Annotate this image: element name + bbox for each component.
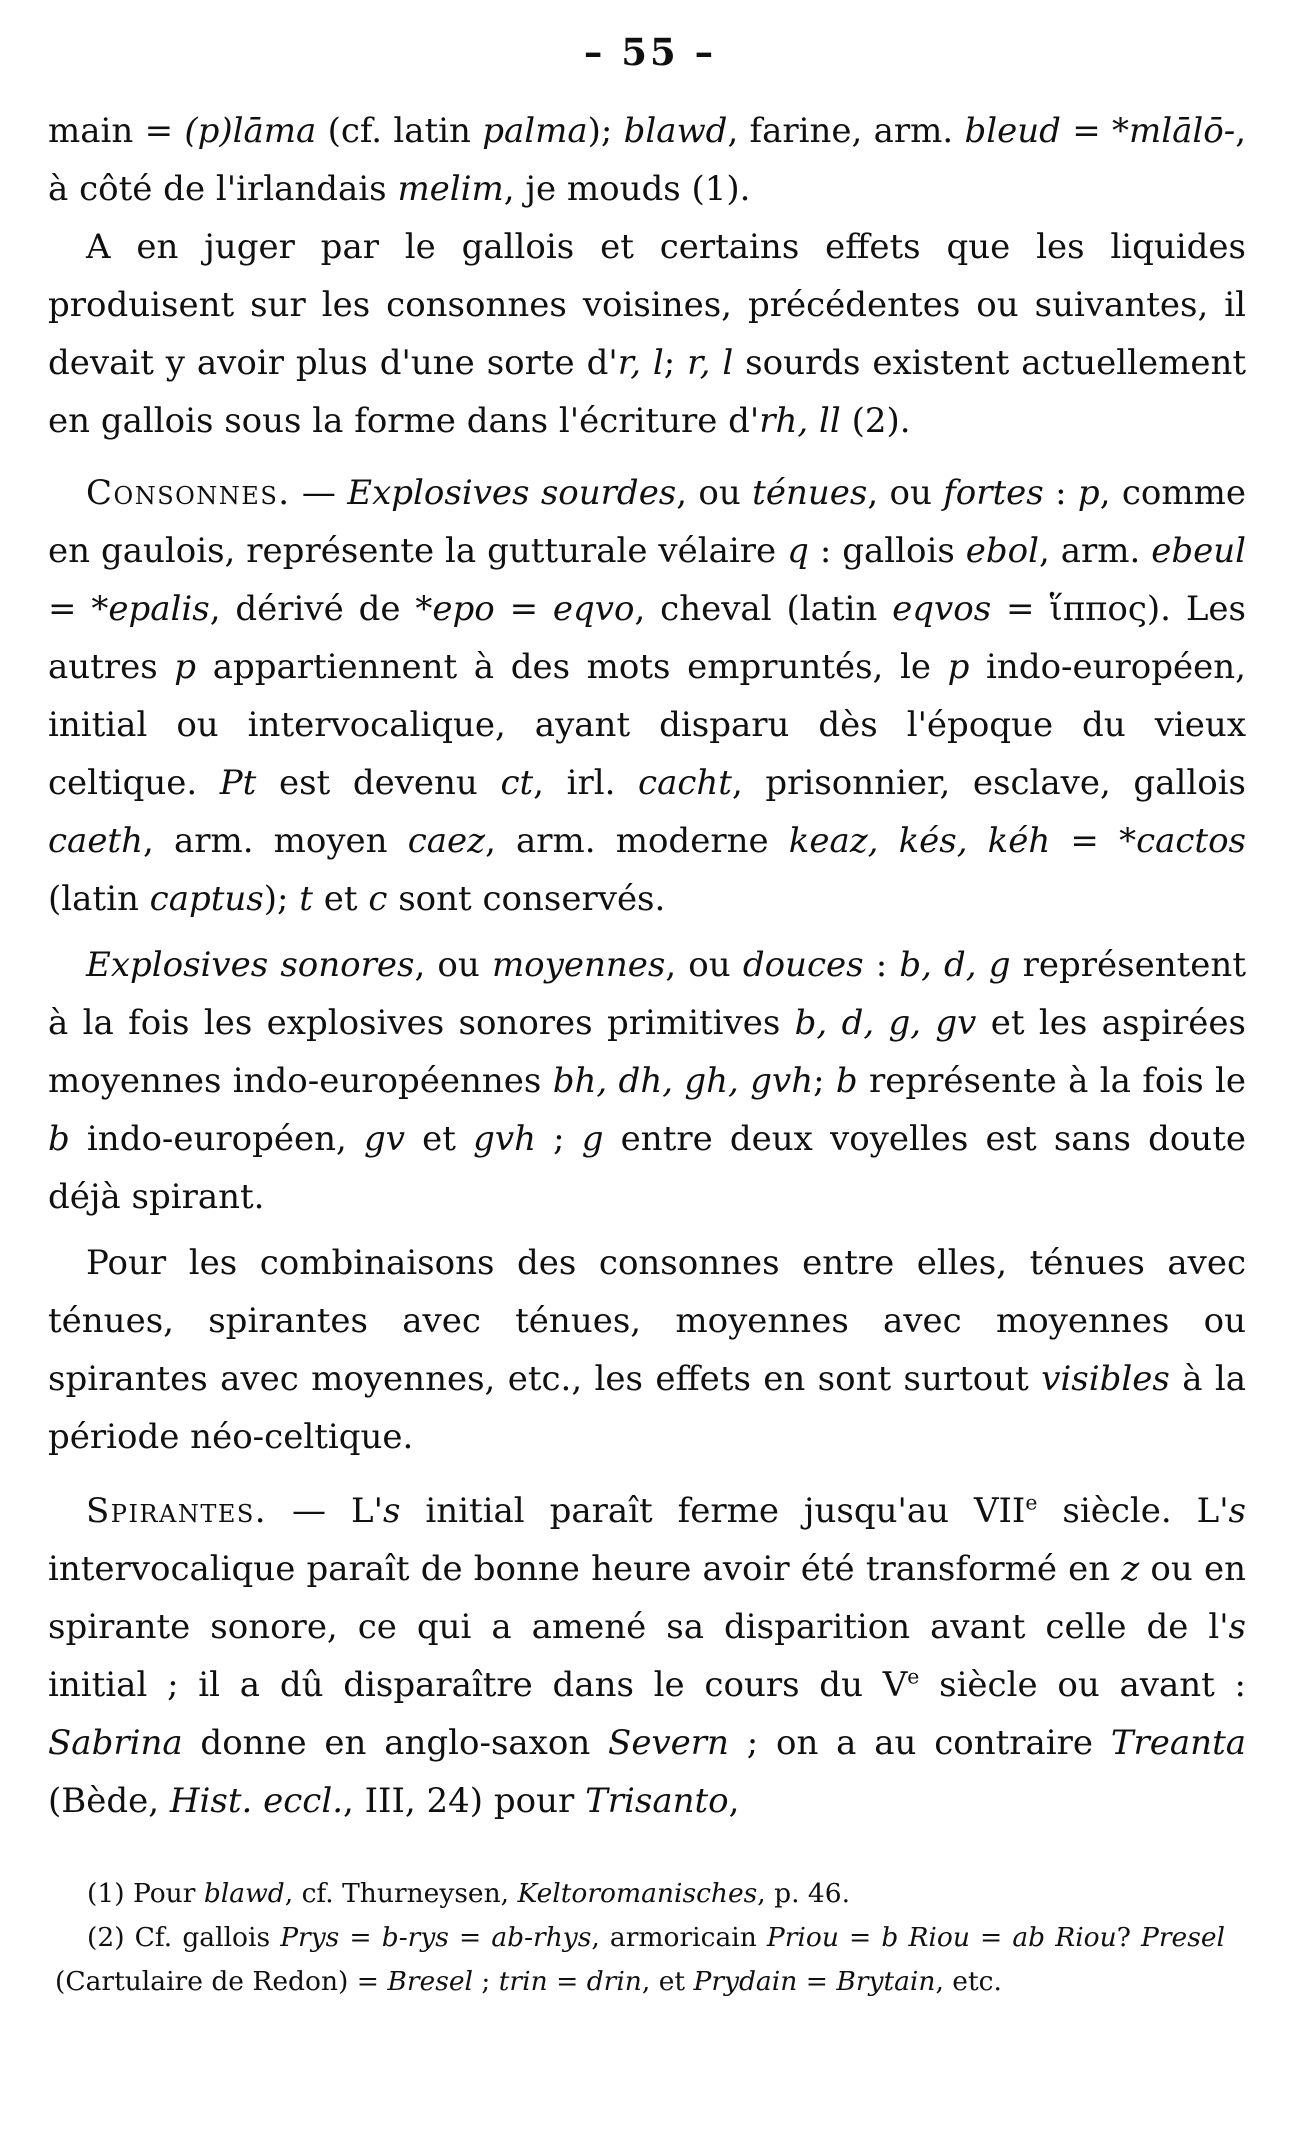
text-run: ab Riou <box>1012 1922 1117 1953</box>
text-run: Trisanto <box>585 1781 729 1821</box>
text-run: ebol <box>965 531 1039 571</box>
text-run: Pour les combinaisons des consonnes entre elles, ténues avec ténues, spirantes avec ténues, moyennes avec moyennes ou spirantes avec moyennes, etc., les effets en sont surtout <box>48 1243 1246 1399</box>
text-run: gvh <box>473 1119 536 1159</box>
text-run: = <box>797 1966 837 1997</box>
text-run: (Bède, <box>48 1781 170 1821</box>
text-run: t <box>299 879 313 919</box>
text-run: (1) Pour <box>87 1878 204 1909</box>
text-run: représente à la fois le <box>857 1061 1247 1101</box>
text-run: siècle ou avant : <box>919 1665 1246 1705</box>
paragraph <box>48 464 1246 928</box>
text-run: captus <box>149 879 264 919</box>
text-run: b, d, g, gv <box>794 1003 977 1043</box>
text-run: douces <box>742 945 864 985</box>
text-run: Priou <box>766 1922 839 1953</box>
text-run: Explosives sonores <box>86 945 415 985</box>
text-run: ); <box>263 879 300 919</box>
text-run: = <box>494 589 553 629</box>
text-run: blawd <box>623 111 728 151</box>
text-run: = <box>339 1922 382 1953</box>
text-run: = <box>48 589 92 629</box>
text-run: ; <box>535 1119 582 1159</box>
text-run: = <box>838 1922 882 1953</box>
text-run: ténues <box>752 473 868 513</box>
text-run: blawd <box>203 1878 285 1909</box>
text-run: caeth <box>48 821 143 861</box>
text-run: Severn <box>608 1723 729 1763</box>
text-run: Spirantes. <box>86 1491 268 1531</box>
text-run: , farine, arm. <box>727 111 965 151</box>
text-run: (Cartulaire de Redon) = <box>55 1966 388 1997</box>
text-run: (2). <box>840 401 911 441</box>
text-run: p <box>174 647 197 687</box>
text-run: s <box>382 1491 401 1531</box>
text-run: moyennes <box>491 945 666 985</box>
text-run: , armoricain <box>591 1922 767 1953</box>
text-run: siècle. L' <box>1037 1491 1229 1531</box>
text-run: A en juger par le gallois et certains effets que les liquides produisent sur les consonnes voisines, précédentes ou suivantes, il devait y avoir plus d'une sorte d' <box>48 227 1246 383</box>
body-text <box>48 102 1246 1830</box>
text-run: et les aspirées moyennes indo-européennes <box>48 1003 1246 1101</box>
text-run: s <box>1228 1607 1246 1647</box>
text-run: e <box>1025 1490 1038 1515</box>
text-run: ? <box>1116 1922 1142 1953</box>
text-run: indo-européen, <box>69 1119 365 1159</box>
text-run: , irl. <box>533 763 639 803</box>
text-run: ct <box>500 763 534 803</box>
paragraph <box>48 218 1246 450</box>
text-run: p <box>947 647 970 687</box>
text-run: initial paraît ferme jusqu'au VII <box>400 1491 1026 1531</box>
text-run: bh, dh, gh, gvh <box>552 1061 814 1101</box>
text-run: b <box>48 1119 70 1159</box>
text-run: Prys <box>280 1922 340 1953</box>
text-run: ab-rhys <box>491 1922 592 1953</box>
text-run: , ou <box>414 945 492 985</box>
paragraph <box>48 1234 1246 1466</box>
text-run: ); <box>587 111 624 151</box>
text-run: Prydain <box>693 1966 798 1997</box>
text-run: = <box>969 1922 1013 1953</box>
text-run: intervocalique paraît de bonne heure avoir été transformé en <box>48 1549 1122 1589</box>
text-run: r, l <box>617 343 664 383</box>
text-run: melim <box>397 169 504 209</box>
page-number: – 55 – <box>583 30 717 74</box>
text-run: drin <box>586 1966 642 1997</box>
text-run: visibles <box>1041 1359 1170 1399</box>
text-run: b <box>835 1061 858 1101</box>
text-run: , je mouds (1). <box>503 169 751 209</box>
text-run: Explosives sourdes <box>347 473 677 513</box>
text-run: = <box>1050 821 1120 861</box>
text-run: gv <box>364 1119 406 1159</box>
text-run: donne en anglo-saxon <box>182 1723 609 1763</box>
paragraph <box>55 1916 1225 2004</box>
text-run: , arm. moderne <box>485 821 789 861</box>
text-run: (latin <box>48 879 150 919</box>
text-run: rh, ll <box>759 401 841 441</box>
text-run: (cf. latin <box>316 111 483 151</box>
text-run: , p. 46. <box>757 1878 851 1909</box>
text-run: indo-européen, initial ou intervocalique, ayant disparu dès l'époque du vieux celtique. <box>48 647 1246 803</box>
text-run: caez <box>407 821 486 861</box>
text-run: ; <box>813 1061 836 1101</box>
text-run: *cactos <box>1119 821 1246 861</box>
text-run: b, d, g <box>899 945 1011 985</box>
text-run: : <box>863 945 900 985</box>
text-run: main = <box>48 111 185 151</box>
text-run: , III, 24) pour <box>343 1781 586 1821</box>
text-run: (2) Cf. gallois <box>87 1922 281 1953</box>
text-run: Consonnes. <box>86 473 291 513</box>
text-run: ebeul <box>1151 531 1247 571</box>
text-run: ; on a au contraire <box>728 1723 1111 1763</box>
text-run: à la période néo-celtique. <box>48 1359 1247 1457</box>
text-run: bleud <box>964 111 1061 151</box>
text-run: entre deux voyelles est sans doute déjà spirant. <box>48 1119 1246 1217</box>
paragraph <box>48 1482 1246 1830</box>
text-run: eqvo <box>552 589 635 629</box>
text-run: Pt <box>219 763 257 803</box>
paragraph <box>48 102 1246 218</box>
text-run: trin <box>498 1966 548 1997</box>
text-run: z <box>1121 1549 1140 1589</box>
text-run: Sabrina <box>48 1723 183 1763</box>
text-run: p <box>1077 473 1100 513</box>
text-run: palma <box>482 111 588 151</box>
text-run: est devenu <box>256 763 501 803</box>
text-run: : gallois <box>808 531 966 571</box>
text-run: s <box>1228 1491 1246 1531</box>
text-run: , ou <box>665 945 743 985</box>
text-run: — L' <box>267 1491 383 1531</box>
text-run: g <box>581 1119 604 1159</box>
text-run: ; <box>663 343 688 383</box>
text-run: , arm. <box>1038 531 1152 571</box>
text-run: ou en spirante sonore, ce qui a amené sa disparition avant celle de l' <box>48 1549 1246 1647</box>
text-run: (p)lāma <box>184 111 317 151</box>
text-run: : <box>1043 473 1078 513</box>
text-run: initial ; il a dû disparaître dans le cours du V <box>48 1665 908 1705</box>
text-run: , ou <box>867 473 944 513</box>
text-run: , arm. moyen <box>143 821 408 861</box>
text-run: e <box>907 1664 920 1689</box>
text-run: ; <box>473 1966 499 1997</box>
text-run: , cf. Thurneysen, <box>284 1878 518 1909</box>
text-run: , comme en gaulois, représente la gutturale vélaire <box>48 473 1246 571</box>
text-run: r, l <box>687 343 734 383</box>
text-run: fortes <box>943 473 1044 513</box>
text-run: , dérivé de <box>209 589 416 629</box>
text-run: b Riou <box>881 1922 970 1953</box>
text-run: Hist. eccl. <box>169 1781 344 1821</box>
text-run: appartiennent à des mots empruntés, le <box>196 647 948 687</box>
text-run: sourds existent actuellement en gallois sous la forme dans l'écriture d' <box>48 343 1247 441</box>
text-run: b-rys <box>381 1922 449 1953</box>
text-run: *epalis <box>91 589 210 629</box>
text-run: c <box>368 879 388 919</box>
text-run: cacht <box>638 763 732 803</box>
text-run: Keltoromanisches <box>517 1878 758 1909</box>
text-run: , et <box>641 1966 694 1997</box>
text-run: , <box>728 1781 740 1821</box>
text-run: Bresel <box>387 1966 473 1997</box>
text-run: sont conservés. <box>387 879 666 919</box>
text-run: Brytain <box>836 1966 936 1997</box>
text-run: *mlālō- <box>1111 111 1236 151</box>
footnotes <box>55 1872 1225 2004</box>
text-run: représentent à la fois les explosives sonores primitives <box>48 945 1246 1043</box>
text-run: keaz, kés, kéh <box>788 821 1051 861</box>
text-run: = ἵππος). Les autres <box>48 589 1246 687</box>
text-run: , à côté de l'irlandais <box>48 111 1246 209</box>
text-run: = <box>547 1966 587 1997</box>
text-run: q <box>787 531 809 571</box>
text-run: Treanta <box>1110 1723 1246 1763</box>
text-run: *epo <box>415 589 495 629</box>
text-run: , prisonnier, esclave, gallois <box>731 763 1247 803</box>
paragraph <box>55 1872 1225 1916</box>
text-run: = <box>1060 111 1112 151</box>
text-run: , cheval (latin <box>634 589 893 629</box>
text-run: Presel <box>1141 1922 1225 1953</box>
text-run: — <box>290 473 348 513</box>
text-run: et <box>405 1119 474 1159</box>
text-run: = <box>448 1922 492 1953</box>
text-run: et <box>312 879 369 919</box>
text-run: , etc. <box>935 1966 1002 1997</box>
text-run: eqvos <box>892 589 992 629</box>
text-run: , ou <box>676 473 753 513</box>
paragraph <box>48 936 1246 1226</box>
